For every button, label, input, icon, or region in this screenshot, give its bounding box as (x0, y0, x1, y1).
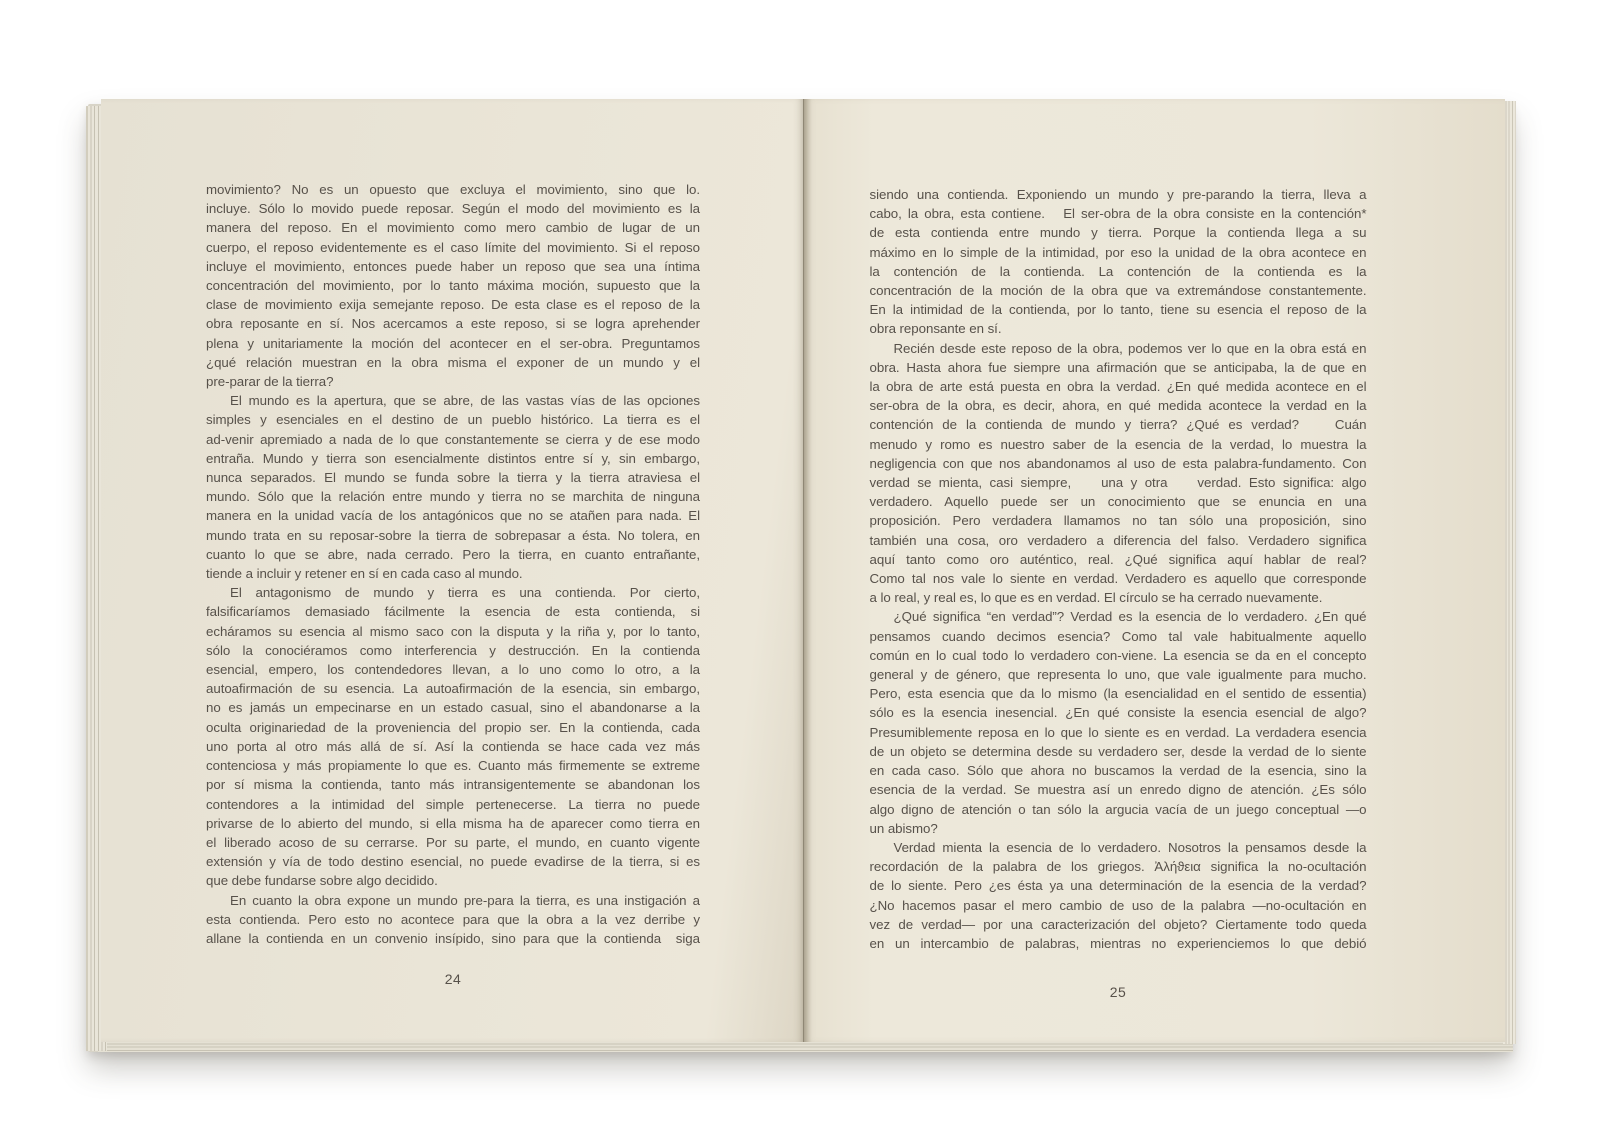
text-line: proposición. Pero verdadera llamamos no tan sólo una proposición, sino (869, 513, 1367, 529)
text-line: plena y unitariamente la moción del acontecer en el ser-obra. Preguntamos (206, 335, 700, 351)
text-line: ¿No hacemos pasar el mero cambio de uso de la palabra —no-ocultación en (869, 897, 1367, 913)
text-line: privarse de lo abierto del mundo, si ella misma ha de aparecer como tierra en (206, 815, 700, 831)
text-line: mundo. Sólo que la relación entre mundo y tierra no se marchita de ninguna (206, 489, 700, 505)
text-line: a lo real, y real es, lo que es en verdad. El círculo se ha cerrado nuevamente. (869, 590, 1323, 606)
text-line: En cuanto la obra expone un mundo pre-para la tierra, es una instigación a (230, 892, 700, 908)
text-line: autoafirmación de su esencia. La autoafirmación de la esencia, sin embargo, (206, 681, 700, 697)
right-page-lines (870, 185, 1367, 953)
text-line: movimiento? No es un opuesto que excluya el movimiento, sino que lo. (206, 182, 700, 197)
text-line: esencial, empero, los contendedores llevan, a lo uno como lo otro, a la (206, 662, 700, 678)
text-line: común en lo cual todo lo verdadero con-viene. La esencia se da en el concepto (869, 647, 1367, 663)
text-line: sólo la conociéramos como interferencia y destrucción. En la contienda (206, 642, 700, 658)
left-page-number: 24 (444, 971, 462, 988)
left-page-text (206, 180, 700, 989)
right-page-text (870, 185, 1367, 1002)
text-line: manera en la unidad vacía de los antagónicos que no se atañen para nada. El (206, 508, 700, 524)
text-line: El antagonismo de mundo y tierra es una contienda. Por cierto, (230, 585, 700, 601)
text-line: no es jamás un empecinarse en un estado casual, sino el abandonarse a la (206, 700, 700, 716)
text-line: clase de movimiento exija semejante reposo. De esta clase es el reposo de la (206, 297, 700, 313)
text-line: El mundo es la apertura, que se abre, de las vastas vías de las opciones (230, 393, 700, 409)
text-line: Presumiblemente reposa en lo que lo siente es en verdad. La verdadera esencia (869, 724, 1367, 740)
text-line: manera del reposo. En el movimiento como mero cambio de lugar de un (206, 220, 700, 236)
text-line: también una cosa, oro verdadero a diferencia del falso. Verdadero significa (869, 532, 1367, 548)
text-line: obra reposante en sí. Nos acercamos a este reposo, si se logra aprehender (206, 316, 700, 332)
text-line: pre-parar de la tierra? (206, 374, 334, 390)
text-line: falsificaríamos demasiado fácilmente la esencia de esta contienda, si (206, 604, 700, 620)
open-book (86, 96, 1516, 1052)
text-line: de esta contienda entre mundo y tierra. Porque la contienda llega a su (869, 225, 1367, 241)
text-line: cuerpo, el reposo evidentemente es el caso límite del movimiento. Si el reposo (206, 239, 700, 255)
text-line: incluye. Sólo lo movido puede reposar. Según el modo del movimiento es la (206, 201, 700, 217)
text-line: concentración de la moción de la obra que va extremándose constantemente. (869, 283, 1367, 299)
text-line: tiende a incluir y retener en sí en cada caso al mundo. (206, 566, 523, 582)
text-line: en un intercambio de palabras, mientras no experienciemos lo que debió (869, 935, 1367, 951)
text-line: la obra de arte está puesta en obra la verdad. ¿En qué medida acontece en el (869, 379, 1367, 395)
text-line: ¿qué relación muestran en la obra misma el exponer de un mundo y el (206, 354, 700, 370)
book-spread (101, 99, 1505, 1042)
text-line: esta contienda. Pero esto no acontece para que la obra a la vez derribe y (206, 911, 700, 927)
text-line: verdad se mienta, casi siempre, una y otra verdad. Esto significa: algo (869, 475, 1367, 491)
text-line: en cada caso. Sólo que ahora no buscamos la verdad de la esencia, sino la (869, 763, 1367, 779)
text-line: recordación de la palabra de los griegos. Ἀλήϑεια significa la no-ocultación (869, 859, 1367, 875)
text-line: menudo y romo es nuestro saber de la esencia de la verdad, lo muestra la (869, 436, 1367, 452)
text-line: ¿Qué significa “en verdad”? Verdad es la esencia de lo verdadero. ¿En qué (893, 609, 1367, 625)
text-line: incluye el movimiento, entonces puede haber un reposo que sea una íntima (206, 258, 700, 274)
text-line: Pero, esta esencia que da lo mismo (la esencialidad en el sentido de essentia) (869, 686, 1367, 702)
text-line: por sí misma la contienda, tanto más intransigentemente se abandonan los (206, 777, 700, 793)
text-line: oculta originariedad de la proveniencia del propio ser. En la contienda, cada (206, 719, 700, 735)
text-line: ser-obra de la obra, es decir, ahora, en qué medida acontece la verdad en la (869, 398, 1367, 414)
text-line: cabo, la obra, esta contiene. El ser-obra de la obra consiste en la contención* (869, 206, 1367, 222)
text-line: contención de la contienda de mundo y tierra? ¿Qué es verdad? Cuán (869, 417, 1367, 433)
text-line: máximo en lo simple de la intimidad, por eso la unidad de la obra acontece en (869, 244, 1367, 260)
text-line: nunca separados. El mundo se funda sobre la tierra y la tierra atraviesa el (206, 470, 700, 486)
text-line: obra reponsante en sí. (869, 321, 1002, 337)
text-line: un abismo? (869, 820, 938, 836)
text-line: sólo es la esencia inesencial. ¿En qué consiste la esencia esencial de algo? (869, 705, 1367, 721)
text-line: aquí tanto como oro auténtico, real. ¿Qué significa aquí hablar de real? (869, 551, 1367, 567)
text-line: esencia de la verdad. Se muestra así un enredo digno de atención. ¿Es sólo (869, 782, 1367, 798)
text-line: la contención de la contienda. La contención de la contienda es la (869, 263, 1367, 279)
text-line: echáramos su esencia al mismo saco con la disputa y la riña y, por lo tanto, (206, 623, 700, 639)
text-line: negligencia con que nos abandonamos al uso de esta palabra-fundamento. Con (869, 455, 1367, 471)
text-line: general y de género, que representa lo uno, que vale igualmente para mucho. (869, 667, 1367, 683)
text-line: entraña. Mundo y tierra son esencialmente distintos entre sí y, sin embargo, (206, 450, 700, 466)
text-line: allane la contienda en un convenio insípido, sino para que la contienda siga (206, 930, 700, 946)
text-line: Recién desde este reposo de la obra, podemos ver lo que en la obra está en (893, 340, 1367, 356)
page-edges-bottom (98, 1041, 1513, 1052)
right-page (804, 99, 1506, 1042)
text-line: siendo una contienda. Exponiendo un mundo y pre-parando la tierra, lleva a (869, 187, 1367, 202)
text-line: En la intimidad de la contienda, por lo tanto, tiene su esencia el reposo de la (869, 302, 1367, 318)
text-line: el liberado acoso de su cerrarse. Por su parte, el mundo, en cuanto vigente (206, 834, 700, 850)
text-line: que debe fundarse sobre algo decidido. (206, 873, 438, 889)
text-line: de un objeto se determina desde su verdadero ser, desde la verdad de lo siente (869, 743, 1367, 759)
text-line: extensión y vía de todo destino esencial, no puede evadirse de la tierra, si es (206, 854, 700, 870)
text-line: contendores a la intimidad del simple pertenecerse. La tierra no puede (206, 796, 700, 812)
text-line: concentración del movimiento, por lo tanto máxima moción, supuesto que la (206, 278, 700, 294)
text-line: simples y esenciales en el destino de un pueblo histórico. La tierra es el (206, 412, 700, 428)
left-page (101, 99, 804, 1042)
left-page-lines (206, 180, 700, 948)
text-line: Verdad mienta la esencia de lo verdadero. Nosotros la pensamos desde la (893, 839, 1367, 855)
text-line: pensamos cuando decimos esencia? Como tal vale habitualmente aquello (869, 628, 1367, 644)
text-line: verdadero. Aquello puede ser un conocimiento que se enuncia en una (869, 494, 1367, 510)
right-page-number: 25 (1109, 984, 1127, 1001)
text-line: uno porta al otro más allá de sí. Así la contienda se hace cada vez más (206, 738, 700, 754)
text-line: vez de verdad— por una caracterización del objeto? Ciertamente todo queda (869, 916, 1367, 932)
text-line: ad-venir apremiado a nada de lo que constantemente se cierra y de ese modo (206, 431, 700, 447)
text-line: Como tal nos vale lo siente en verdad. Verdadero es aquello que corresponde (869, 571, 1367, 587)
text-line: cuanto lo que se abre, nada cerrado. Pero la tierra, en cuanto entrañante, (206, 546, 700, 562)
text-line: algo digno de atención o tan sólo la argucia vacía de un juego conceptual —o (869, 801, 1367, 817)
text-line: de lo siente. Pero ¿es ésta ya una determinación de la esencia de la verdad? (869, 878, 1367, 894)
text-line: contenciosa y más propiamente lo que es. Cuanto más firmemente se extreme (206, 758, 700, 774)
text-line: obra. Hasta ahora fue siempre una afirmación que se anticipaba, la de que en (869, 359, 1367, 375)
text-line: mundo trata en su reposar-sobre la tierra de sobrepasar a ésta. No tolera, en (206, 527, 700, 543)
